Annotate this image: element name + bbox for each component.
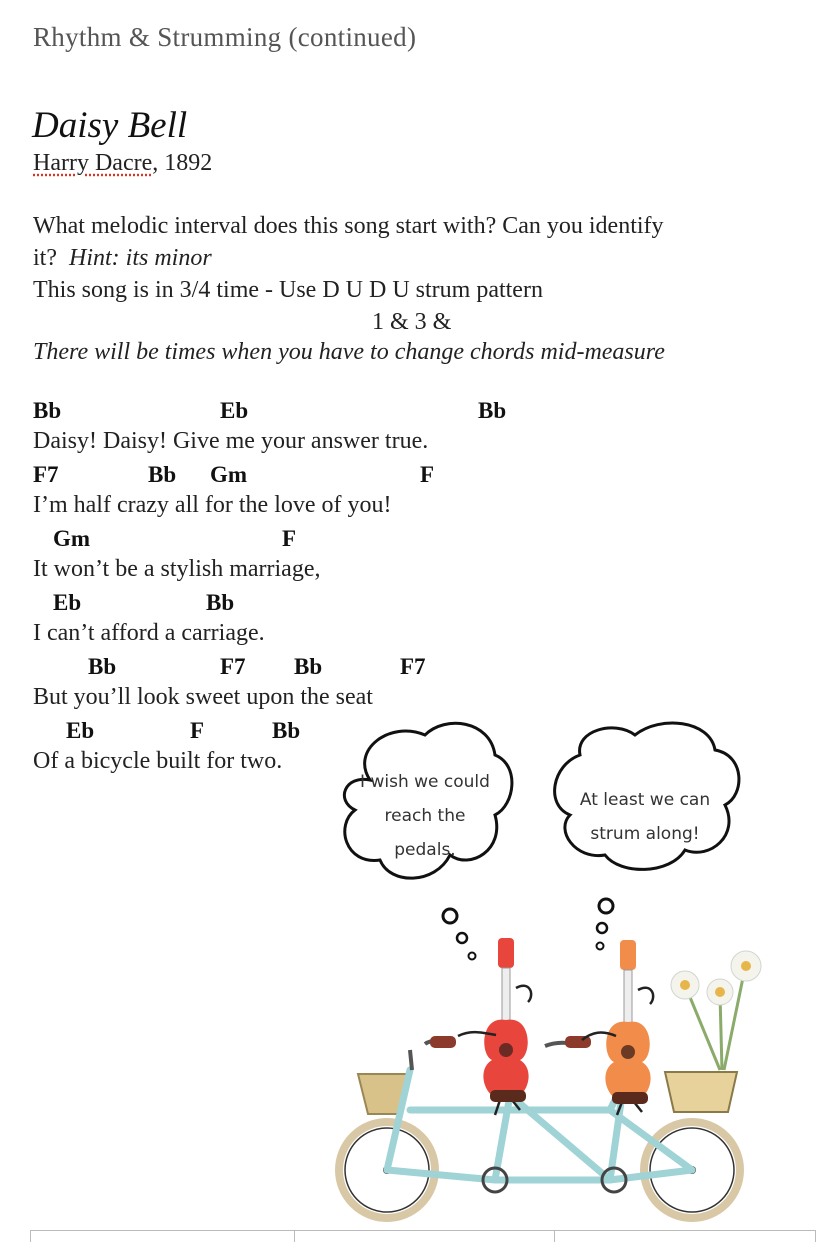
composer-year: , 1892	[152, 150, 213, 176]
thought-dot	[599, 899, 613, 913]
ukulele-left	[458, 938, 531, 1115]
chord: Bb	[478, 398, 507, 423]
bubble-line: I wish we could	[360, 772, 490, 792]
question-line-1: What melodic interval does this song start with? Can you identify	[33, 213, 664, 239]
composer-name: Harry Dacre	[33, 150, 153, 176]
chord: Bb	[206, 590, 235, 615]
chord: Bb	[88, 654, 117, 679]
thought-dot	[597, 943, 604, 950]
lyric-line: I’m half crazy all for the love of you!	[33, 492, 392, 518]
lyric-line: Daisy! Daisy! Give me your answer true.	[33, 428, 429, 454]
chord: F	[190, 718, 205, 743]
thought-bubble-right-text	[565, 790, 725, 844]
page-header: Rhythm & Strumming (continued)	[33, 22, 417, 52]
mid-measure-note: There will be times when you have to change chords mid-measure	[33, 339, 665, 365]
chord: F	[282, 526, 297, 551]
chord: F7	[220, 654, 246, 679]
bubble-line: At least we can	[579, 790, 711, 810]
chord: Bb	[33, 398, 62, 423]
count-line: 1 & 3 &	[372, 309, 452, 335]
question-line-2	[33, 245, 212, 272]
chord: Gm	[210, 462, 248, 487]
chord: Bb	[272, 718, 301, 743]
chord: F7	[400, 654, 426, 679]
chord: Eb	[66, 718, 95, 743]
bubble-line: strum along!	[590, 824, 700, 844]
table-divider	[30, 1230, 31, 1242]
thought-dot	[457, 933, 467, 943]
table-divider	[294, 1230, 295, 1242]
chord: Bb	[148, 462, 177, 487]
time-signature-line: This song is in 3/4 time - Use D U D U strum pattern	[33, 277, 543, 303]
daisy-flowers	[671, 951, 761, 1070]
bubble-line: reach the	[384, 806, 466, 826]
lyric-line: It won’t be a stylish marriage,	[33, 556, 321, 582]
chord: F	[420, 462, 435, 487]
song-title: Daisy Bell	[32, 105, 188, 146]
chord: F7	[33, 462, 59, 487]
thought-dot	[469, 953, 476, 960]
lyric-line: I can’t afford a carriage.	[33, 620, 265, 646]
table-border	[30, 1230, 816, 1243]
thought-dot	[443, 909, 457, 923]
question-line-2-text: it?	[33, 245, 57, 271]
ukulele-right	[582, 940, 653, 1115]
thought-bubble-left-text	[350, 772, 500, 860]
hint: Hint: its minor	[69, 245, 212, 271]
composer-line	[33, 150, 212, 177]
chord: Gm	[53, 526, 91, 551]
rear-basket	[665, 1072, 737, 1112]
chord: Bb	[294, 654, 323, 679]
lyric-line: But you’ll look sweet upon the seat	[33, 684, 373, 710]
grip	[430, 1036, 456, 1048]
table-divider	[815, 1230, 816, 1242]
lyric-line: Of a bicycle built for two.	[33, 748, 283, 774]
bubble-line: pedals.	[394, 840, 456, 860]
thought-dot	[597, 923, 607, 933]
chord: Eb	[220, 398, 249, 423]
table-divider	[554, 1230, 555, 1242]
chord: Eb	[53, 590, 82, 615]
